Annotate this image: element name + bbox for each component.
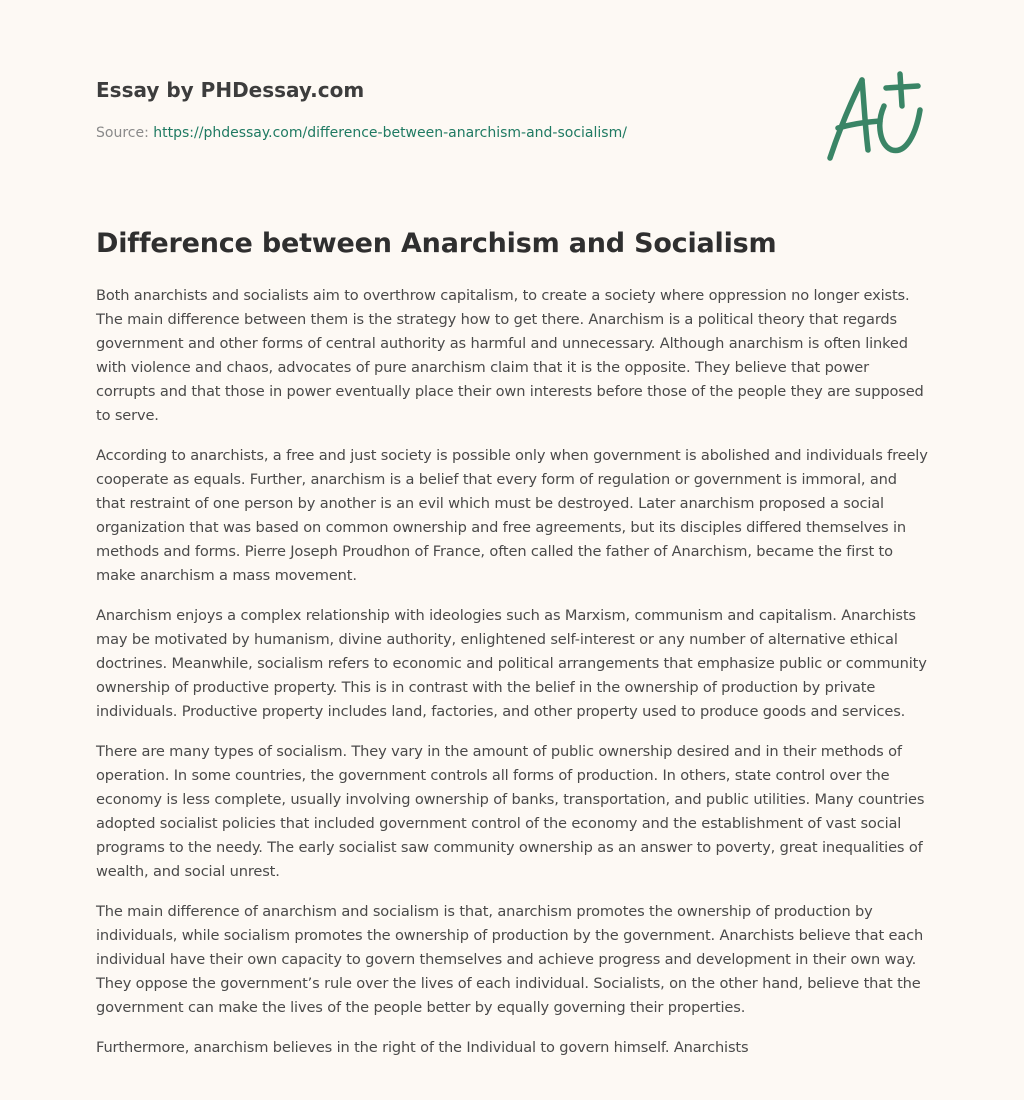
source-line xyxy=(96,123,627,143)
essay-paragraph: Anarchism enjoys a complex relationship with ideologies such as Marxism, communism and capitalism. Anarchists may be motivated by humanism, divine authority, enlightened self-interest or any number of alternative ethical doctrines. Meanwhile, socialism refers to economic and political arrangements that emphasize public or community ownership of productive property. This is in contrast with the belief in the ownership of production by private individuals. Productive property includes land, factories, and other property used to produce goods and services. xyxy=(96,607,927,720)
essay-paragraph: According to anarchists, a free and just society is possible only when government is abolished and individuals freely cooperate as equals. Further, anarchism is a belief that every form of regulation or government is immoral, and that restraint of one person by another is an evil which must be destroyed. Later anarchism proposed a social organization that was based on common ownership and free agreements, but its disciples differed themselves in methods and forms. Pierre Joseph Proudhon of France, often called the father of Anarchism, became the first to make anarchism a mass movement. xyxy=(96,447,928,584)
essay-paragraph: There are many types of socialism. They vary in the amount of public ownership desired and in their methods of operation. In some countries, the government controls all forms of production. In others, state control over the economy is less complete, usually involving ownership of banks, transportation, and public utilities. Many countries adopted socialist policies that included government control of the economy and the establishment of vast social programs to the needy. The early socialist saw community ownership as an answer to poverty, great inequalities of wealth, and social unrest. xyxy=(96,743,925,880)
essay-paragraph: The main difference of anarchism and socialism is that, anarchism promotes the ownership of production by individuals, while socialism promotes the ownership of production by the government. Anarchists believe that each individual have their own capacity to govern themselves and achieve progress and development in their own way. They oppose the government’s rule over the lives of each individual. Socialists, on the other hand, believe that the government can make the lives of the people better by equally governing their properties. xyxy=(96,903,924,1016)
site-title: Essay by PHDessay.com xyxy=(96,78,365,102)
source-link[interactable]: https://phdessay.com/difference-between-anarchism-and-socialism/ xyxy=(153,125,627,141)
page-header xyxy=(96,74,796,106)
source-label: Source: xyxy=(96,125,154,141)
essay-body xyxy=(96,284,928,1076)
essay-title: Difference between Anarchism and Socialism xyxy=(96,228,777,259)
a-plus-logo-icon xyxy=(818,66,930,166)
essay-paragraph: Furthermore, anarchism believes in the right of the Individual to govern himself. Anarchists xyxy=(96,1039,749,1056)
essay-paragraph: Both anarchists and socialists aim to overthrow capitalism, to create a society where oppression no longer exists. The main difference between them is the strategy how to get there. Anarchism is a political theory that regards government and other forms of central authority as harmful and unnecessary. Although anarchism is often linked with violence and chaos, advocates of pure anarchism claim that it is the opposite. They believe that power corrupts and that those in power eventually place their own interests before those of the people they are supposed to serve. xyxy=(96,287,924,424)
